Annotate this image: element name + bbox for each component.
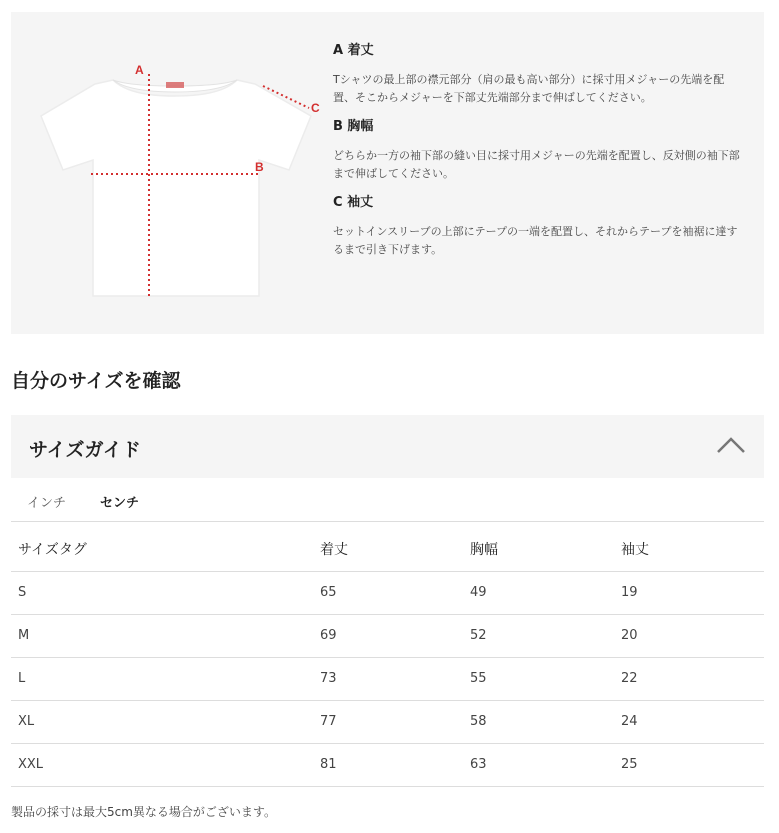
chest-cell: 49 — [470, 585, 487, 600]
size-guide-title: サイズガイド — [29, 439, 141, 461]
measure-c-description: セットインスリーブの上部にテープの一端を配置し、それからテープを袖裾に達するまで引き下げます。 — [333, 225, 738, 256]
length-cell: 65 — [320, 585, 337, 600]
size-cell: M — [18, 628, 30, 643]
measure-b-description: どちらか一方の袖下部の縫い目に採寸用メジャーの先端を配置し、反対側の袖下部まで伸ばしてください。 — [333, 149, 740, 180]
header-sleeve: 袖丈 — [621, 542, 649, 558]
size-cell: XXL — [18, 757, 44, 772]
size-cell: L — [18, 671, 26, 686]
footnote: 製品の採寸は最大5cm異なる場合がございます。 — [11, 805, 276, 819]
section-title: 自分のサイズを確認 — [11, 370, 181, 392]
table-row — [11, 658, 764, 701]
table-row — [11, 615, 764, 658]
measure-a-description: Tシャツの最上部の襟元部分（肩の最も高い部分）に採寸用メジャーの先端を配置、そこからメジャーを下部丈先端部分まで伸ばしてください。 — [333, 73, 725, 104]
sleeve-cell: 20 — [621, 628, 638, 643]
length-cell: 77 — [320, 714, 337, 729]
header-chest: 胸幅 — [470, 542, 498, 558]
measurement-panel — [11, 12, 764, 334]
table-row — [11, 744, 764, 787]
measurement-instructions — [333, 42, 743, 270]
label-a: A — [135, 63, 144, 77]
sleeve-cell: 19 — [621, 585, 638, 600]
size-cell: S — [18, 585, 27, 600]
measure-a-title: A 着丈 — [333, 43, 374, 58]
unit-cm-tab[interactable]: センチ — [100, 496, 140, 511]
chest-cell: 58 — [470, 714, 487, 729]
table-row — [11, 572, 764, 615]
sleeve-cell: 22 — [621, 671, 638, 686]
chevron-up-icon[interactable] — [716, 435, 746, 455]
unit-inch-tab[interactable]: インチ — [27, 496, 67, 511]
length-cell: 81 — [320, 757, 337, 772]
measure-c-title: C 袖丈 — [333, 195, 374, 210]
chest-cell: 63 — [470, 757, 487, 772]
size-guide-header[interactable] — [11, 415, 764, 478]
size-cell: XL — [18, 714, 35, 729]
chest-cell: 55 — [470, 671, 487, 686]
length-cell: 73 — [320, 671, 337, 686]
header-size-tag: サイズタグ — [18, 542, 87, 558]
measure-b-title: B 胸幅 — [333, 119, 374, 134]
sleeve-cell: 25 — [621, 757, 638, 772]
sleeve-cell: 24 — [621, 714, 638, 729]
table-row — [11, 701, 764, 744]
chest-cell: 52 — [470, 628, 487, 643]
table-header-row — [11, 522, 764, 572]
tshirt-diagram — [41, 52, 320, 302]
header-length: 着丈 — [320, 542, 348, 558]
label-b: B — [255, 160, 264, 174]
size-table — [11, 521, 764, 787]
length-cell: 69 — [320, 628, 337, 643]
label-c: C — [311, 101, 320, 115]
